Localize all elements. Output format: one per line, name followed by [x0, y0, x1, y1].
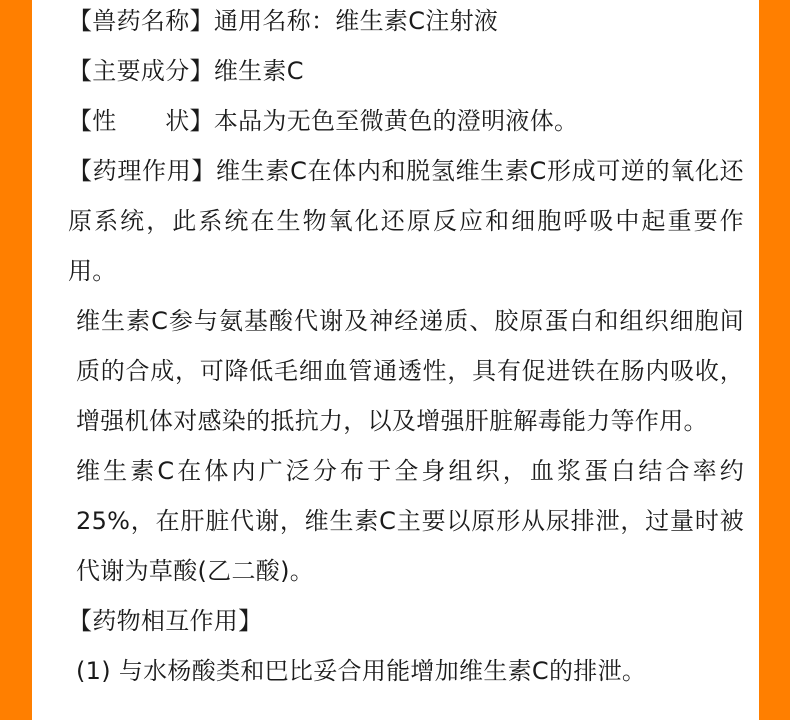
field-value: 维生素C — [213, 57, 304, 85]
paragraph-text: 维生素C在体内和脱氢维生素C形成可逆的氧化还原系统，此系统在生物氧化还原反应和细胞呼吸中起重要作用。 — [68, 157, 744, 285]
document-page — [32, 0, 759, 720]
section-label-interactions: 【药物相互作用】 — [68, 607, 263, 635]
pharmacology-paragraph-3: 维生素C在体内广泛分布于全身组织，血浆蛋白结合率约25%，在肝脏代谢，维生素C主要以原形从尿排泄，过量时被代谢为草酸(乙二酸)。 — [76, 457, 744, 585]
section-label-pharmacology: 【药理作用】 — [68, 157, 217, 185]
interaction-item-1: (1) 与水杨酸类和巴比妥合用能增加维生素C的排泄。 — [76, 657, 647, 685]
field-appearance — [68, 96, 744, 146]
field-drug-name — [68, 0, 744, 46]
field-label: 【性 状】 — [68, 107, 214, 135]
pharmacology-paragraph-2: 维生素C参与氨基酸代谢及神经递质、胶原蛋白和组织细胞间质的合成，可降低毛细血管通透性，具有促进铁在肠内吸收，增强机体对感染的抵抗力，以及增强肝脏解毒能力等作用。 — [76, 307, 744, 435]
field-label: 【主要成分】 — [68, 57, 214, 85]
field-value: 通用名称：维生素C注射液 — [213, 7, 499, 35]
field-label: 【兽药名称】 — [68, 7, 214, 35]
field-main-ingredient — [68, 46, 744, 96]
document-content — [68, 0, 744, 696]
pharmacology-paragraph-1 — [68, 146, 744, 296]
field-value: 本品为无色至微黄色的澄明液体。 — [213, 107, 579, 135]
